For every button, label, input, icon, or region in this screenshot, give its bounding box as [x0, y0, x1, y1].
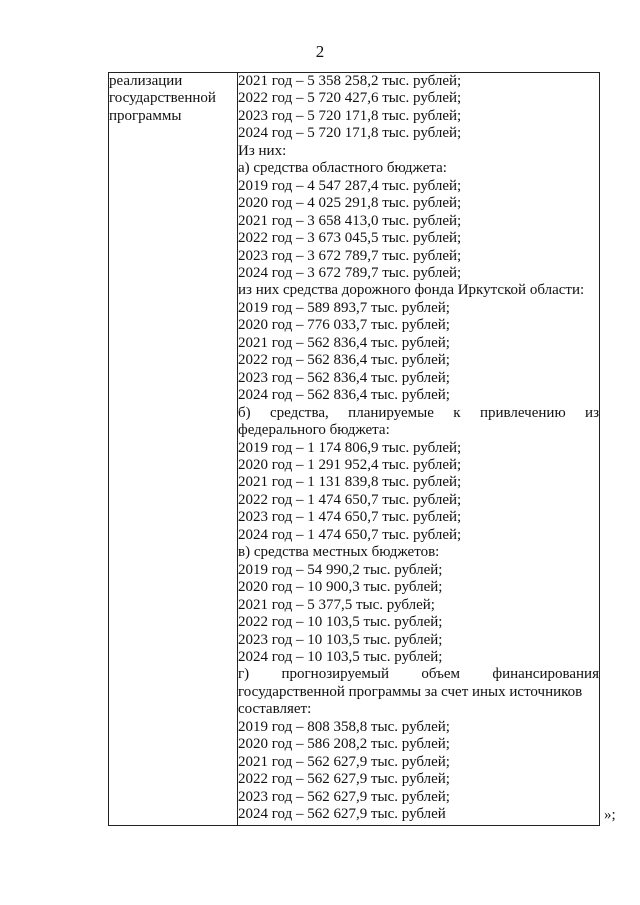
funding-line: 2019 год – 808 358,8 тыс. рублей;	[238, 718, 450, 735]
funding-line: 2023 год – 3 672 789,7 тыс. рублей;	[238, 247, 462, 264]
funding-line: 2023 год – 562 627,9 тыс. рублей;	[238, 788, 450, 805]
funding-line: 2019 год – 54 990,2 тыс. рублей;	[238, 561, 443, 578]
funding-line: 2024 год – 10 103,5 тыс. рублей;	[238, 648, 443, 665]
funding-line: 2024 год – 3 672 789,7 тыс. рублей;	[238, 264, 462, 281]
funding-line: 2023 год – 10 103,5 тыс. рублей;	[238, 631, 443, 648]
closing-quote-mark: »;	[604, 807, 616, 823]
funding-line: 2024 год – 562 836,4 тыс. рублей;	[238, 387, 450, 404]
funding-line: 2019 год – 589 893,7 тыс. рублей;	[238, 299, 450, 316]
funding-line: составляет:	[238, 701, 312, 718]
funding-line: 2021 год – 562 836,4 тыс. рублей;	[238, 334, 450, 351]
funding-line: 2022 год – 5 720 427,6 тыс. рублей;	[238, 90, 462, 107]
funding-line: в) средства местных бюджетов:	[238, 544, 440, 561]
funding-line: 2023 год – 562 836,4 тыс. рублей;	[238, 369, 450, 386]
funding-line: г) прогнозируемый объем финансирования	[238, 666, 599, 683]
funding-line: 2020 год – 1 291 952,4 тыс. рублей;	[238, 456, 462, 473]
funding-line: 2022 год – 562 836,4 тыс. рублей;	[238, 352, 450, 369]
row-label-line: программы	[109, 107, 182, 124]
funding-line: государственной программы за счет иных источников	[238, 683, 583, 700]
funding-line: 2023 год – 5 720 171,8 тыс. рублей;	[238, 107, 462, 124]
funding-line: Из них:	[238, 142, 287, 159]
funding-line: 2022 год – 562 627,9 тыс. рублей;	[238, 771, 450, 788]
table-row	[109, 73, 600, 826]
funding-line: 2024 год – 5 720 171,8 тыс. рублей;	[238, 125, 462, 142]
funding-line: 2021 год – 5 377,5 тыс. рублей;	[238, 596, 435, 613]
funding-line: федерального бюджета:	[238, 422, 390, 439]
funding-line: 2022 год – 3 673 045,5 тыс. рублей;	[238, 230, 462, 247]
funding-line: 2020 год – 776 033,7 тыс. рублей;	[238, 317, 450, 334]
funding-line: 2021 год – 1 131 839,8 тыс. рублей;	[238, 474, 462, 491]
funding-line: 2020 год – 10 900,3 тыс. рублей;	[238, 579, 443, 596]
funding-line: 2021 год – 5 358 258,2 тыс. рублей;	[238, 73, 462, 89]
funding-details-cell	[238, 73, 600, 826]
funding-line: 2022 год – 1 474 650,7 тыс. рублей;	[238, 491, 462, 508]
program-funding-table	[108, 72, 600, 826]
funding-line: 2020 год – 4 025 291,8 тыс. рублей;	[238, 195, 462, 212]
funding-line: 2021 год – 562 627,9 тыс. рублей;	[238, 753, 450, 770]
funding-line: 2022 год – 10 103,5 тыс. рублей;	[238, 614, 443, 631]
row-label-line: государственной	[109, 90, 216, 107]
funding-line: 2020 год – 586 208,2 тыс. рублей;	[238, 736, 450, 753]
funding-line: 2024 год – 1 474 650,7 тыс. рублей;	[238, 526, 462, 543]
funding-line: 2024 год – 562 627,9 тыс. рублей	[238, 806, 446, 823]
row-label-cell	[109, 73, 238, 826]
funding-line: 2019 год – 1 174 806,9 тыс. рублей;	[238, 439, 462, 456]
page-number: 2	[315, 42, 325, 61]
funding-line: 2021 год – 3 658 413,0 тыс. рублей;	[238, 212, 462, 229]
funding-line: 2019 год – 4 547 287,4 тыс. рублей;	[238, 177, 462, 194]
funding-line: из них средства дорожного фонда Иркутской области:	[238, 282, 585, 299]
funding-line: б) средства, планируемые к привлечению из	[238, 404, 599, 421]
funding-line: а) средства областного бюджета:	[238, 160, 447, 177]
funding-line: 2023 год – 1 474 650,7 тыс. рублей;	[238, 509, 462, 526]
row-label-line: реализации	[109, 73, 183, 89]
